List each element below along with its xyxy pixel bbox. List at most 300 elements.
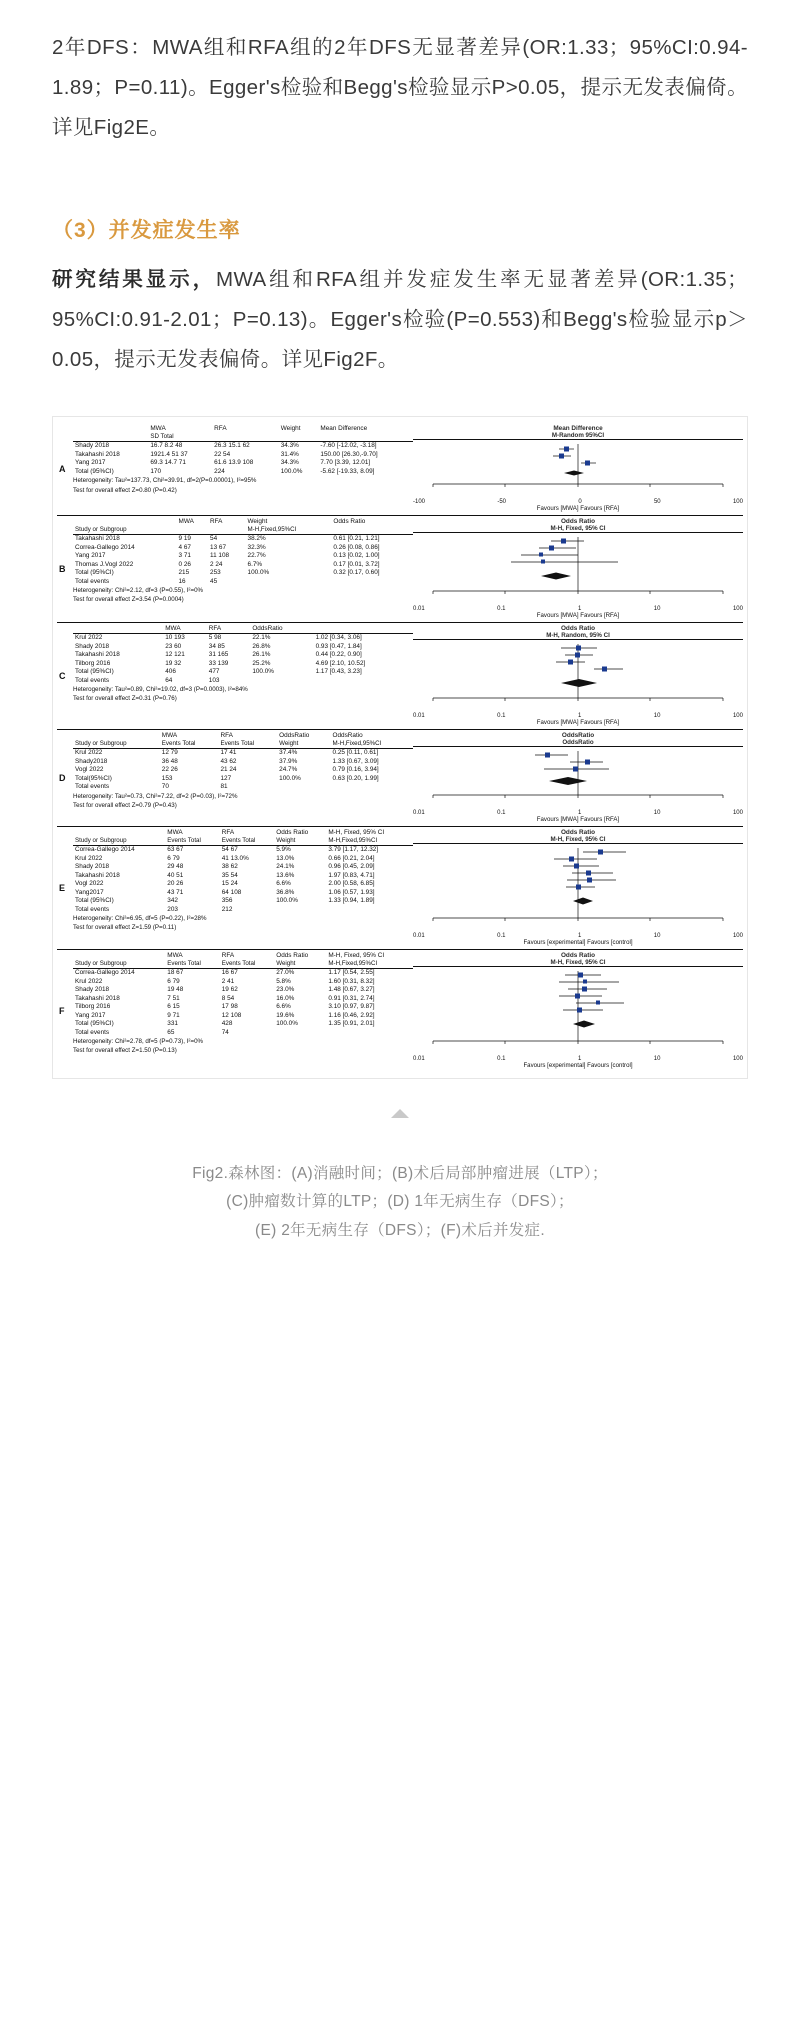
panel-c-plot <box>413 625 743 726</box>
total-label: Total (95%CI) <box>75 467 114 475</box>
table-row <box>73 459 413 467</box>
total-label: Total (95%CI) <box>75 569 114 577</box>
events-rfa: 212 <box>221 905 233 913</box>
weight-cell: 26.1% <box>252 651 271 659</box>
mwa-cell: 43 71 <box>167 888 184 896</box>
col-sub-mh: M-H,Fixed,95%CI <box>328 837 378 845</box>
total-weight: 100.0% <box>276 897 298 905</box>
tick: 1 <box>577 712 582 719</box>
effect-cell: 1.97 [0.83, 4.71] <box>328 871 375 879</box>
total-weight: 100.0% <box>280 467 303 475</box>
study-name: Takahashi 2018 <box>75 535 120 543</box>
total-rfa: 356 <box>221 897 233 905</box>
mwa-cell: 6 79 <box>167 977 180 985</box>
mwa-cell: 0 26 <box>178 560 191 568</box>
tick: 100 <box>732 932 743 939</box>
effect-cell: 3.10 [0.97, 9.87] <box>328 1003 375 1011</box>
col-sub-study: Study or Subgroup <box>75 740 127 748</box>
table-row-total <box>73 569 413 577</box>
mwa-cell: 69.3 14.7 71 <box>150 459 186 467</box>
effect-cell: 1.02 [0.34, 3.06] <box>315 634 362 642</box>
tick: 100 <box>732 605 743 612</box>
table-row-events <box>73 1029 413 1037</box>
col-group-mwa: MWA <box>167 951 183 959</box>
effect-cell: 1.16 [0.46, 2.92] <box>328 1011 375 1019</box>
spacer <box>52 152 748 214</box>
plot-model: M-H, Random, 95% CI <box>413 632 743 640</box>
col-group-weight: Weight <box>280 424 301 432</box>
weight-cell: 24.1% <box>276 863 295 871</box>
total-rfa: 253 <box>210 569 221 577</box>
panel-f-plot <box>413 952 743 1069</box>
rfa-cell: 38 62 <box>221 863 238 871</box>
heterogeneity-line: Heterogeneity: Chi²=2.78, df=5 (P=0.73), I²=0% <box>73 1038 204 1046</box>
mwa-cell: 16.7 8.2 48 <box>150 442 183 450</box>
col-group-mwa: MWA <box>165 624 181 632</box>
panel-letter-a: A <box>59 463 66 474</box>
favours-left: Favours [MWA] <box>536 718 579 726</box>
scroll-up-icon[interactable] <box>391 1109 409 1118</box>
tick: 0 <box>578 498 582 505</box>
panel-b-plot <box>413 518 743 619</box>
effect-cell: 2.00 [0.58, 6.85] <box>328 880 375 888</box>
total-mwa: 331 <box>167 1020 178 1028</box>
weight-cell: 6.6% <box>276 1003 291 1011</box>
study-name: Krul 2022 <box>75 854 103 862</box>
col-sub-study: Study or Subgroup <box>75 837 127 845</box>
plot-title: Odds Ratio <box>560 828 596 836</box>
mwa-cell: 63 67 <box>167 846 184 854</box>
study-name: Thomas J.Vogl 2022 <box>75 560 134 568</box>
total-effect: -5.62 [-19.33, 8.09] <box>320 467 375 475</box>
axis-favours-d <box>413 816 743 823</box>
col-group-effect: Odds Ratio <box>276 828 309 836</box>
weight-cell: 13.0% <box>276 854 295 862</box>
rfa-cell: 64 108 <box>221 888 242 896</box>
figure-container <box>52 416 748 1079</box>
col-group-effect: Odds Ratio <box>333 517 366 525</box>
table-row-events <box>73 906 413 914</box>
effect-cell: 0.66 [0.21, 2.04] <box>328 854 375 862</box>
col-sub-sdtotal: SD Total <box>150 433 174 441</box>
col-group-mwa: MWA <box>161 731 178 739</box>
study-name: Yang 2017 <box>75 459 106 467</box>
tick: 0.1 <box>497 1055 506 1062</box>
table-row-total <box>73 775 413 783</box>
table-row <box>73 535 413 544</box>
forest-panel-a <box>57 423 743 516</box>
panel-e-table <box>73 829 413 946</box>
effect-cell: 0.93 [0.47, 1.84] <box>315 642 362 650</box>
forest-panel-c <box>57 623 743 730</box>
study-name: Vogl 2022 <box>75 766 104 774</box>
panel-b-table <box>73 518 413 619</box>
tick: 10 <box>653 1055 661 1062</box>
weight-cell: 31.4% <box>280 450 299 458</box>
study-name: Yang 2017 <box>75 552 106 560</box>
effect-cell: 0.13 [0.02, 1.00] <box>333 552 380 560</box>
study-name: Krul 2022 <box>75 749 103 757</box>
heterogeneity-line: Heterogeneity: Tau²=0.73, Chi²=7.22, df=2 (P=0.03), I²=72% <box>73 792 238 800</box>
study-name: Correa-Gallego 2014 <box>75 846 135 854</box>
col-sub-study: Study or Subgroup <box>75 526 127 534</box>
table-row-events <box>73 677 413 685</box>
paragraph-dfs-2year: 2年DFS：MWA组和RFA组的2年DFS无显著差异(OR:1.33；95%CI:0.94-1.89；P=0.11)。Egger's检验和Begg's检验显示P>0.05，提示无发表偏倚。详见Fig2E。 <box>52 36 748 139</box>
paragraph-body: MWA组和RFA组并发症发生率无显著差异(OR:1.35；95%CI:0.91-2.01；P=0.13)。Egger's检验(P=0.553)和Begg's检验显示p＞0.05，提示无发表偏倚。详见Fig2F。 <box>52 267 748 371</box>
effect-cell: 1.60 [0.31, 8.32] <box>328 977 375 985</box>
tick: 100 <box>732 498 743 505</box>
tick: 50 <box>653 498 661 505</box>
study-name: Vogl 2022 <box>75 880 104 888</box>
table-row <box>73 880 413 888</box>
col-sub-mh: M-H,Fixed,95%CI <box>332 740 382 748</box>
table-row <box>73 889 413 897</box>
table-row <box>73 995 413 1003</box>
total-rfa: 477 <box>208 668 220 676</box>
mwa-cell: 6 15 <box>167 1003 180 1011</box>
rfa-cell: 54 <box>210 535 218 543</box>
axis-favours-a <box>413 505 743 512</box>
forest-plot-svg-c <box>413 640 743 712</box>
weight-cell: 22.1% <box>252 634 271 642</box>
col-group-weight: Weight <box>247 517 268 525</box>
tick: 0.1 <box>497 712 506 719</box>
table-row <box>73 969 413 978</box>
plot-title: Mean Difference <box>553 424 603 432</box>
favours-right: Favours [RFA] <box>580 718 620 726</box>
col-sub-study: Study or Subgroup <box>75 960 127 968</box>
table-row <box>73 1012 413 1020</box>
total-mwa: 342 <box>167 897 178 905</box>
favours-left: Favours [experimental] <box>523 938 586 946</box>
rfa-cell: 26.3 15.1 62 <box>214 442 250 450</box>
total-label: Total (95%CI) <box>75 1020 114 1028</box>
events-mwa: 70 <box>161 783 169 791</box>
tick: 100 <box>732 809 743 816</box>
table-row <box>73 986 413 994</box>
total-effect: 1.33 [0.94, 1.89] <box>328 897 375 905</box>
mwa-cell: 23 60 <box>165 642 182 650</box>
favours-left: Favours [MWA] <box>536 815 579 823</box>
table-row <box>73 451 413 459</box>
table-row <box>73 846 413 855</box>
paragraph-complications <box>52 260 748 380</box>
table-row <box>73 872 413 880</box>
mwa-cell: 7 51 <box>167 994 180 1002</box>
caption-line-3: (E) 2年无病生存（DFS）；(F)术后并发症. <box>255 1222 545 1240</box>
forest-plot-svg-f <box>413 967 743 1055</box>
tick: -50 <box>497 498 506 505</box>
rfa-cell: 5 98 <box>208 634 222 642</box>
tick: 0.1 <box>497 809 506 816</box>
weight-cell: 25.2% <box>252 659 271 667</box>
effect-cell: 1.33 [0.67, 3.09] <box>332 757 379 765</box>
study-name: Krul 2022 <box>75 634 103 642</box>
effect-cell: -7.60 [-12.02, -3.18] <box>320 442 377 450</box>
events-rfa: 45 <box>210 577 218 585</box>
study-name: Shady 2018 <box>75 442 110 450</box>
col-group-mwa: MWA <box>178 517 194 525</box>
tick: 0.1 <box>497 605 506 612</box>
tick: 10 <box>653 605 661 612</box>
rfa-cell: 2 24 <box>210 560 223 568</box>
total-effect: 0.32 [0.17, 0.60] <box>333 569 380 577</box>
mwa-cell: 3 71 <box>178 552 191 560</box>
weight-cell: 16.0% <box>276 994 295 1002</box>
figure-caption <box>52 1160 748 1272</box>
axis-favours-e <box>413 939 743 946</box>
col-group-mwa: MWA <box>167 828 183 836</box>
plot-title: Odds Ratio <box>560 517 596 525</box>
col-group-effect: OddsRatio <box>279 731 310 739</box>
col-group-model: M-H, Fixed, 95% CI <box>328 828 385 836</box>
rfa-cell: 2 41 <box>221 977 235 985</box>
mwa-cell: 19 48 <box>167 986 184 994</box>
table-row <box>73 643 413 651</box>
panel-a-plot <box>413 425 743 512</box>
col-group-model: OddsRatio <box>332 731 363 739</box>
table-row <box>73 749 413 758</box>
tick: 0.01 <box>413 932 425 939</box>
col-group-mwa: MWA <box>150 424 166 432</box>
col-sub-events-total2: Events Total <box>220 740 255 748</box>
effect-cell: 0.96 [0.45, 2.09] <box>328 863 375 871</box>
table-row <box>73 1003 413 1011</box>
plot-model: M-H, Fixed, 95% CI <box>413 836 743 844</box>
effect-cell: 1.06 [0.57, 1.93] <box>328 888 375 896</box>
heterogeneity-line: Heterogeneity: Chi²=2.12, df=3 (P=0.55), I²=0% <box>73 587 204 595</box>
study-name: Krul 2022 <box>75 977 103 985</box>
rfa-cell: 33 139 <box>208 659 229 667</box>
effect-cell: 0.25 [0.11, 0.61] <box>332 749 379 757</box>
axis-favours-c <box>413 719 743 726</box>
table-row <box>73 544 413 552</box>
weight-cell: 37.4% <box>279 749 298 757</box>
tick: 100 <box>732 1055 743 1062</box>
weight-cell: 36.8% <box>276 888 295 896</box>
total-mwa: 170 <box>150 467 162 475</box>
rfa-cell: 12 108 <box>221 1011 242 1019</box>
study-name: Takahashi 2018 <box>75 871 120 879</box>
tick: 0.01 <box>413 1055 425 1062</box>
tick: 1 <box>577 809 582 816</box>
panel-e-plot <box>413 829 743 946</box>
rfa-cell: 43 62 <box>220 757 237 765</box>
total-label: Total (95%CI) <box>75 668 114 676</box>
col-sub-weight: Weight <box>276 960 296 968</box>
mwa-cell: 12 121 <box>165 651 185 659</box>
col-sub-events-total: Events Total <box>161 740 196 748</box>
tick: 1 <box>577 605 582 612</box>
col-group-rfa: RFA <box>221 951 235 959</box>
weight-cell: 5.9% <box>276 846 291 854</box>
forest-plot-svg-d <box>413 747 743 809</box>
events-label: Total events <box>75 577 110 585</box>
table-row <box>73 855 413 863</box>
plot-model: M-Random 95%CI <box>413 432 743 440</box>
events-rfa: 74 <box>221 1028 229 1036</box>
study-name: Shady 2018 <box>75 863 110 871</box>
effect-cell: 1.48 [0.67, 3.27] <box>328 986 375 994</box>
tick: -100 <box>413 498 426 505</box>
panel-letter-e: E <box>59 882 66 893</box>
col-group-rfa: RFA <box>214 424 227 432</box>
overall-effect-line: Test for overall effect Z=0.31 (P=0.76) <box>73 695 177 703</box>
weight-cell: 32.3% <box>247 543 266 551</box>
forest-panel-f <box>57 950 743 1072</box>
events-mwa: 64 <box>165 676 173 684</box>
table-row-events <box>73 578 413 586</box>
events-mwa: 203 <box>167 905 178 913</box>
weight-cell: 5.8% <box>276 977 291 985</box>
table-row <box>73 442 413 451</box>
forest-plot-svg-a <box>413 440 743 498</box>
col-group-rfa: RFA <box>221 828 235 836</box>
rfa-cell: 11 108 <box>210 552 230 560</box>
rfa-cell: 61.6 13.9 108 <box>214 459 254 467</box>
rfa-cell: 13 67 <box>210 543 227 551</box>
col-group-rfa: RFA <box>220 731 233 739</box>
total-weight: 100.0% <box>247 569 270 577</box>
table-row <box>73 758 413 766</box>
col-group-effect: Odds Ratio <box>276 951 309 959</box>
effect-cell: 4.69 [2.10, 10.52] <box>315 659 366 667</box>
rfa-cell: 21 24 <box>220 766 237 774</box>
favours-left: Favours [MWA] <box>536 504 579 512</box>
overall-effect-line: Test for overall effect Z=1.59 (P=0.11) <box>73 924 177 932</box>
mwa-cell: 29 48 <box>167 863 184 871</box>
heterogeneity-line: Heterogeneity: Chi²=6.95, df=5 (P=0.22), I²=28% <box>73 915 207 923</box>
heterogeneity-line: Heterogeneity: Tau²=137.73, Chi²=39.91, df=2(P=0.00001), I²=95% <box>73 477 257 485</box>
table-row <box>73 766 413 774</box>
rfa-cell: 31 165 <box>208 651 229 659</box>
mwa-cell: 9 71 <box>167 1011 180 1019</box>
effect-cell: 3.79 [1.17, 12.32] <box>328 846 379 854</box>
table-row <box>73 634 413 643</box>
overall-effect-line: Test for overall effect Z=0.79 (P=0.43) <box>73 802 177 810</box>
events-rfa: 103 <box>208 676 220 684</box>
total-weight: 100.0% <box>276 1020 298 1028</box>
weight-cell: 26.8% <box>252 642 271 650</box>
weight-cell: 34.3% <box>280 459 299 467</box>
study-name: Takahashi 2018 <box>75 651 120 659</box>
plot-title: Odds Ratio <box>560 951 596 959</box>
total-rfa: 127 <box>220 774 232 782</box>
events-mwa: 16 <box>178 577 186 585</box>
rfa-cell: 16 67 <box>221 969 238 977</box>
mwa-cell: 20 26 <box>167 880 184 888</box>
plot-model: OddsRatio <box>413 739 743 747</box>
total-effect: 1.17 [0.43, 3.23] <box>315 668 362 676</box>
forest-plot-svg-b <box>413 533 743 605</box>
total-label: Total(95%CI) <box>75 774 112 782</box>
mwa-cell: 18 67 <box>167 969 184 977</box>
rfa-cell: 35 54 <box>221 871 238 879</box>
favours-right: Favours [control] <box>587 1061 633 1069</box>
panel-d-plot <box>413 732 743 823</box>
mwa-cell: 4 67 <box>178 543 191 551</box>
total-mwa: 153 <box>161 774 173 782</box>
plot-model: M-H, Fixed, 95% CI <box>413 959 743 967</box>
study-name: Tilborg 2016 <box>75 659 111 667</box>
total-effect: 0.63 [0.20, 1.99] <box>332 774 379 782</box>
study-name: Takahashi 2018 <box>75 994 120 1002</box>
mwa-cell: 40 51 <box>167 871 184 879</box>
events-label: Total events <box>75 676 110 684</box>
weight-cell: 22.7% <box>247 552 266 560</box>
total-mwa: 215 <box>178 569 190 577</box>
study-name: Yang 2017 <box>75 1011 106 1019</box>
tick: 0.1 <box>497 932 506 939</box>
overall-effect-line: Test for overall effect Z=1.50 (P=0.13) <box>73 1047 177 1055</box>
mwa-cell: 36 48 <box>161 757 178 765</box>
section-heading-complications: （3）并发症发生率 <box>52 218 241 242</box>
tick: 10 <box>653 809 661 816</box>
events-rfa: 81 <box>220 783 228 791</box>
favours-right: Favours [RFA] <box>580 504 620 512</box>
forest-panel-b <box>57 516 743 623</box>
mwa-cell: 9 19 <box>178 535 191 543</box>
weight-cell: 34.3% <box>280 442 299 450</box>
rfa-cell: 34 85 <box>208 642 225 650</box>
weight-cell: 37.9% <box>279 757 298 765</box>
table-row <box>73 552 413 560</box>
tick: 0.01 <box>413 809 425 816</box>
col-sub-events-total2: Events Total <box>221 837 256 845</box>
col-group-rfa: RFA <box>210 517 223 525</box>
panel-letter-c: C <box>59 670 66 681</box>
paragraph-lead: 研究结果显示， <box>52 267 217 291</box>
weight-cell: 38.2% <box>247 535 266 543</box>
axis-favours-f <box>413 1062 743 1069</box>
plot-model: M-H, Fixed, 95% CI <box>413 525 743 533</box>
mwa-cell: 10 193 <box>165 634 185 642</box>
total-mwa: 406 <box>165 668 176 676</box>
effect-cell: 7.70 [3.39, 12.01] <box>320 459 371 467</box>
favours-right: Favours [RFA] <box>580 611 620 619</box>
panel-letter-f: F <box>59 1005 65 1016</box>
plot-title: Odds Ratio <box>560 624 596 632</box>
events-label: Total events <box>75 783 110 791</box>
table-row-total <box>73 668 413 676</box>
tick: 0.01 <box>413 712 425 719</box>
study-name: Yang2017 <box>75 888 104 896</box>
total-rfa: 428 <box>221 1020 233 1028</box>
table-row-total <box>73 897 413 905</box>
col-sub-weight: Weight <box>279 740 299 748</box>
mwa-cell: 6 79 <box>167 854 180 862</box>
col-group-effect: Mean Difference <box>320 424 368 432</box>
rfa-cell: 19 62 <box>221 986 238 994</box>
mwa-cell: 22 26 <box>161 766 178 774</box>
effect-cell: 1.17 [0.54, 2.55] <box>328 969 375 977</box>
table-row <box>73 561 413 569</box>
col-group-rfa: RFA <box>208 624 222 632</box>
weight-cell: 23.0% <box>276 986 295 994</box>
favours-right: Favours [control] <box>587 938 633 946</box>
col-sub-weightmh: M-H,Fixed,95%CI <box>247 526 297 534</box>
events-label: Total events <box>75 905 110 913</box>
effect-cell: 0.61 [0.21, 1.21] <box>333 535 380 543</box>
col-sub-events-total: Events Total <box>167 837 201 845</box>
weight-cell: 6.6% <box>276 880 291 888</box>
table-row <box>73 863 413 871</box>
table-row <box>73 651 413 659</box>
effect-cell: 0.91 [0.31, 2.74] <box>328 994 375 1002</box>
heterogeneity-line: Heterogeneity: Tau²=0.89, Chi²=19.02, df=3 (P=0.0003), I²=84% <box>73 685 248 693</box>
study-name: Correa-Gallego 2014 <box>75 969 135 977</box>
table-row-events <box>73 783 413 791</box>
